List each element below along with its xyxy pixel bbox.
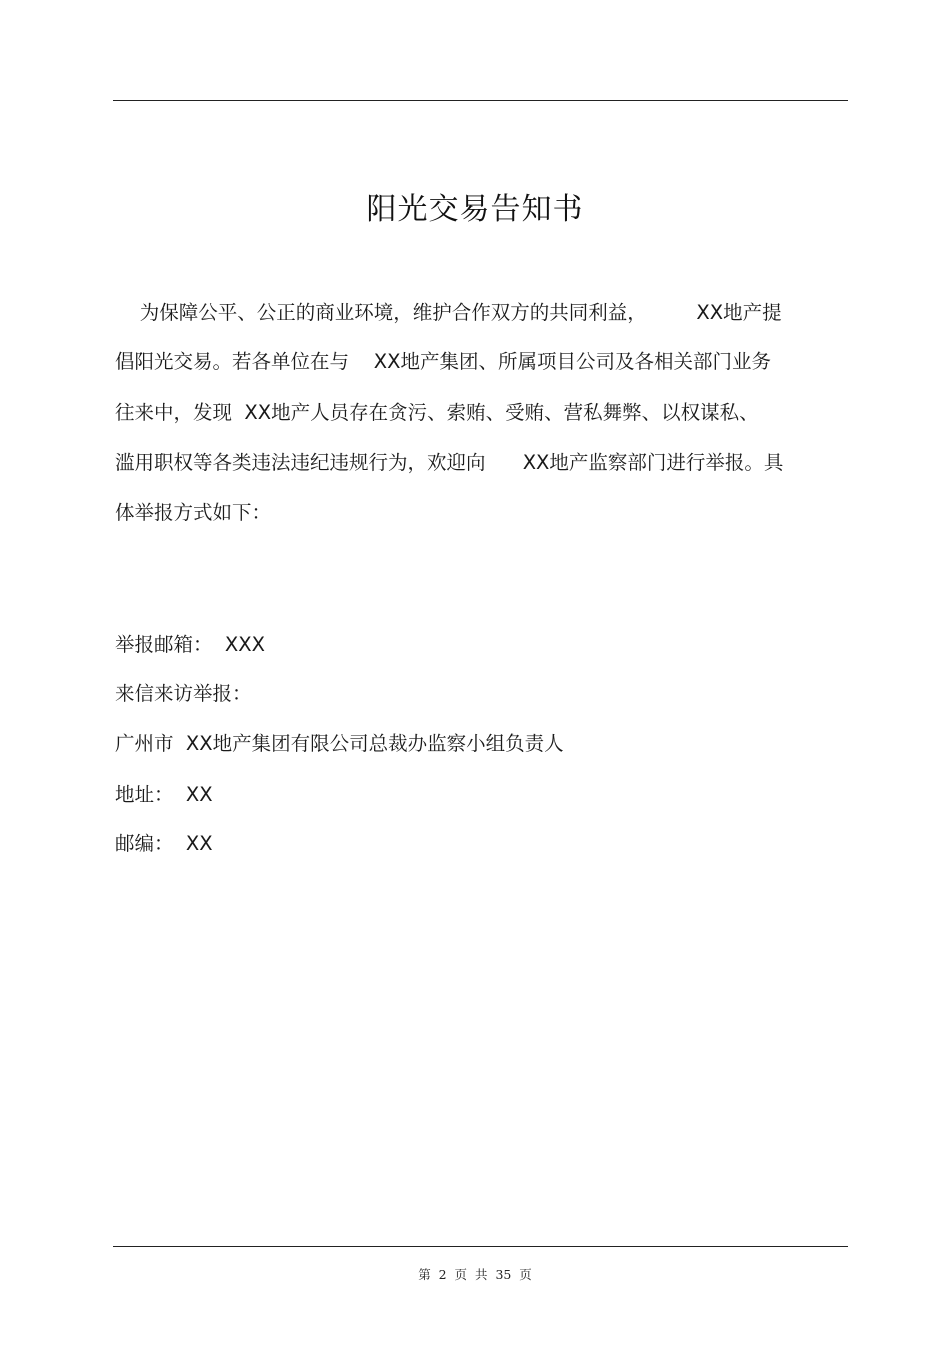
body-line-1: 为保障公平、公正的商业环境，维护合作双方的共同利益， XX地产提 (115, 301, 782, 324)
header-rule (113, 100, 848, 101)
body-line-4: 滥用职权等各类违法违纪违规行为，欢迎向 XX地产监察部门进行举报。具 (115, 451, 784, 474)
body-line-2: 倡阳光交易。若各单位在与 XX地产集团、所属项目公司及各相关部门业务 (115, 350, 772, 373)
postcode-line: 邮编： XX (115, 832, 213, 855)
body-line-5: 体举报方式如下： (115, 501, 272, 524)
page-number: 第 2 页 共 35 页 (418, 1267, 532, 1282)
report-email-line: 举报邮箱： XXX (115, 633, 265, 656)
document-title: 阳光交易告知书 (366, 192, 584, 227)
footer-rule (113, 1246, 848, 1247)
letter-visit-line: 来信来访举报： (115, 682, 252, 705)
address-line: 地址： XX (115, 783, 213, 806)
organization-line: 广州市 XX地产集团有限公司总裁办监察小组负责人 (115, 732, 564, 755)
body-line-3: 往来中，发现 XX地产人员存在贪污、索贿、受贿、营私舞弊、以权谋私、 (115, 401, 759, 424)
